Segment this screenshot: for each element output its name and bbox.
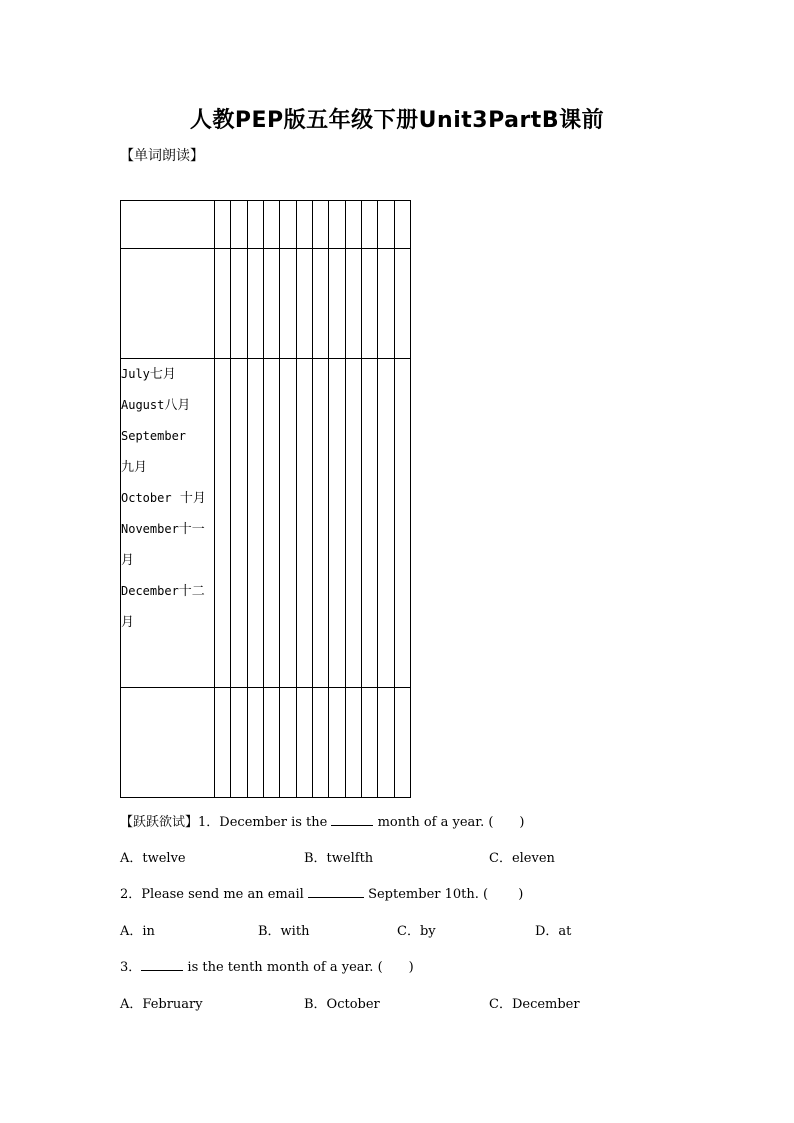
- table-row: [121, 359, 411, 688]
- option-b[interactable]: B．October: [304, 997, 380, 1012]
- table-cell: [296, 249, 312, 359]
- table-row: [121, 688, 411, 798]
- answer-blank[interactable]: [331, 813, 373, 826]
- option-a[interactable]: A．February: [120, 997, 203, 1012]
- table-cell: [263, 201, 279, 249]
- section-label-words: 【单词朗读】: [120, 148, 204, 164]
- table-cell: [394, 688, 410, 798]
- vocab-en: December: [121, 584, 179, 598]
- option-a[interactable]: A．in: [120, 924, 155, 939]
- vocab-zh: 十二月: [121, 584, 205, 630]
- table-cell: [345, 688, 361, 798]
- table-cell: [231, 201, 247, 249]
- table-cell: [280, 688, 296, 798]
- table-cell: [345, 359, 361, 688]
- vocab-en: August: [121, 398, 165, 412]
- table-cell: [247, 249, 263, 359]
- table-cell: [378, 201, 394, 249]
- vocab-words-cell: [121, 359, 215, 688]
- table-cell: [361, 688, 377, 798]
- table-cell: [329, 688, 345, 798]
- table-cell: [312, 201, 328, 249]
- option-b[interactable]: B．with: [258, 924, 310, 939]
- option-b[interactable]: B．twelfth: [304, 851, 374, 866]
- vocab-en: October: [121, 491, 172, 505]
- table-cell: [215, 688, 231, 798]
- table-cell: [231, 688, 247, 798]
- vocab-zh: 九月: [121, 460, 148, 475]
- vocab-zh: 十月: [179, 491, 206, 506]
- page-title: 人教PEP版五年级下册Unit3PartB课前: [189, 108, 605, 133]
- table-cell: [378, 249, 394, 359]
- question-number: 2．: [120, 887, 142, 902]
- table-cell: [263, 249, 279, 359]
- table-cell: [231, 249, 247, 359]
- table-cell: [280, 249, 296, 359]
- vocab-zh: 八月: [164, 398, 191, 413]
- table-cell: [231, 359, 247, 688]
- question-text: is the tenth month of a year. ( ): [183, 960, 414, 975]
- option-c[interactable]: C．by: [397, 924, 436, 939]
- question-2: [120, 883, 523, 902]
- option-d[interactable]: D．at: [535, 924, 572, 939]
- table-cell: [361, 249, 377, 359]
- table-cell: [312, 249, 328, 359]
- question-text: Please send me an email: [141, 887, 308, 902]
- table-cell: [345, 201, 361, 249]
- option-c[interactable]: C．eleven: [489, 851, 555, 866]
- table-cell: [215, 249, 231, 359]
- answer-blank[interactable]: [141, 958, 183, 971]
- question-1: [120, 811, 525, 830]
- table-cell: [345, 249, 361, 359]
- question-text: month of a year. ( ): [373, 815, 525, 830]
- table-cell: [296, 201, 312, 249]
- table-cell: [361, 201, 377, 249]
- table-cell: [394, 201, 410, 249]
- vocab-en: September: [121, 429, 187, 443]
- question-number: 1．: [198, 815, 220, 830]
- question-text: September 10th. ( ): [363, 887, 524, 902]
- table-cell: [296, 688, 312, 798]
- question-text: December is the: [219, 815, 332, 830]
- vocab-en: November: [121, 522, 179, 536]
- option-c[interactable]: C．December: [489, 997, 580, 1012]
- table-cell: [312, 359, 328, 688]
- table-cell: [247, 201, 263, 249]
- table-cell: [263, 688, 279, 798]
- vocab-en: July: [121, 367, 150, 381]
- table-row: [121, 249, 411, 359]
- table-cell: [121, 201, 215, 249]
- table-cell: [280, 359, 296, 688]
- question-3: [120, 956, 414, 975]
- vocab-word-list: [121, 359, 214, 638]
- table-cell: [263, 359, 279, 688]
- table-cell: [329, 201, 345, 249]
- table-cell: [121, 688, 215, 798]
- answer-blank[interactable]: [308, 885, 364, 898]
- table-cell: [378, 359, 394, 688]
- vocab-zh: 十一月: [121, 522, 205, 568]
- table-row: [121, 201, 411, 249]
- table-cell: [296, 359, 312, 688]
- table-cell: [280, 201, 296, 249]
- table-cell: [361, 359, 377, 688]
- table-cell: [312, 688, 328, 798]
- table-cell: [329, 359, 345, 688]
- table-cell: [121, 249, 215, 359]
- section-label-try: 【跃跃欲试】: [120, 815, 199, 830]
- vocab-zh: 七月: [149, 367, 176, 382]
- table-cell: [215, 201, 231, 249]
- table-cell: [394, 359, 410, 688]
- table-cell: [329, 249, 345, 359]
- table-cell: [247, 688, 263, 798]
- vocab-table: [120, 200, 411, 798]
- question-number: 3．: [120, 960, 142, 975]
- table-cell: [378, 688, 394, 798]
- table-cell: [394, 249, 410, 359]
- table-cell: [247, 359, 263, 688]
- option-a[interactable]: A．twelve: [120, 851, 186, 866]
- table-cell: [215, 359, 231, 688]
